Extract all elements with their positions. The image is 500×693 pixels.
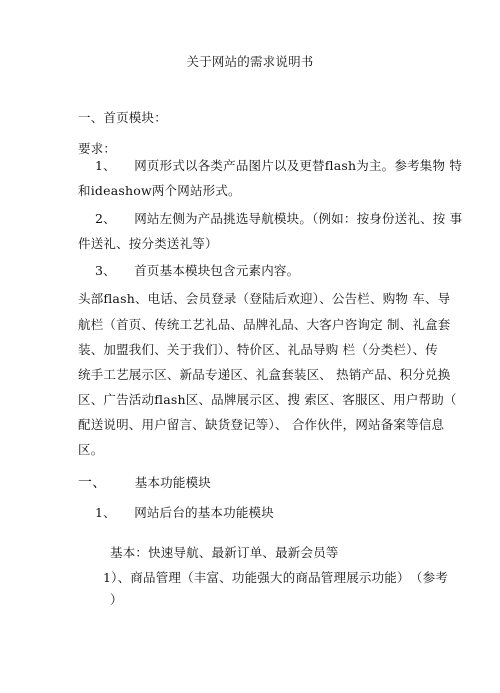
content-line-1: 头部flash、电话、会员登录（登陆后欢迎）、公告栏、购物 车、导 [78, 291, 451, 306]
item-1-text: 网页形式以各类产品图片以及更替flash为主。参考集物 特 [134, 158, 463, 173]
subsection-1-number: 1、 [95, 505, 116, 520]
item-1-line-2: 和ideashow两个网站形式。 [78, 183, 241, 198]
goods-management-line-2: ） [110, 592, 123, 607]
item-2-text: 网站左侧为产品挑选导航模块。（例如：按身份送礼、按 事 [134, 211, 463, 226]
item-3-text: 首页基本模块包含元素内容。 [134, 263, 300, 278]
item-3-line-1 [95, 263, 299, 279]
content-line-7: 区。 [78, 442, 104, 457]
section-2-marker: 一、 [78, 475, 107, 491]
item-2-number: 2、 [95, 211, 116, 226]
section-2-title: 基本功能模块 [134, 475, 211, 490]
goods-management-line-1: 1）、商品管理（丰富、功能强大的商品管理展示功能） （参考 [103, 570, 449, 585]
item-1-number: 1、 [95, 158, 116, 173]
section-1-title: 首页模块： [103, 110, 167, 125]
content-line-3: 装、加盟我们、关于我们）、特价区、礼品导购 栏（分类栏）、传 [78, 342, 438, 357]
content-line-2: 航栏（首页、传统工艺礼品、品牌礼品、大客户咨询定 制、礼盒套 [78, 317, 451, 332]
item-3-number: 3、 [95, 263, 116, 278]
section-1-marker: 一、 [78, 110, 104, 125]
section-2-heading [78, 475, 211, 491]
content-line-4: 统手工艺展示区、新品专递区、礼盒套装区、 热销产品、积分兑换 [78, 367, 451, 382]
content-line-5: 区、广告活动flash区、品牌展示区、搜 索区、客服区、用户帮助（ [78, 392, 457, 407]
item-2-line-2: 件送礼、按分类送礼等） [78, 236, 218, 251]
subsection-1-title: 网站后台的基本功能模块 [134, 505, 274, 520]
item-1-line-1 [95, 158, 462, 174]
subsection-1 [95, 505, 274, 521]
content-line-6: 配送说明、用户留言、缺货登记等）、 合作伙伴，网站备案等信息 [78, 417, 445, 432]
section-1-heading [78, 110, 167, 126]
requirement-label: 要求： [78, 141, 117, 156]
item-2-line-1 [95, 211, 462, 227]
document-title: 关于网站的需求说明书 [186, 54, 314, 69]
basic-functions-line: 基本：快速导航、最新订单、最新会员等 [110, 545, 339, 560]
